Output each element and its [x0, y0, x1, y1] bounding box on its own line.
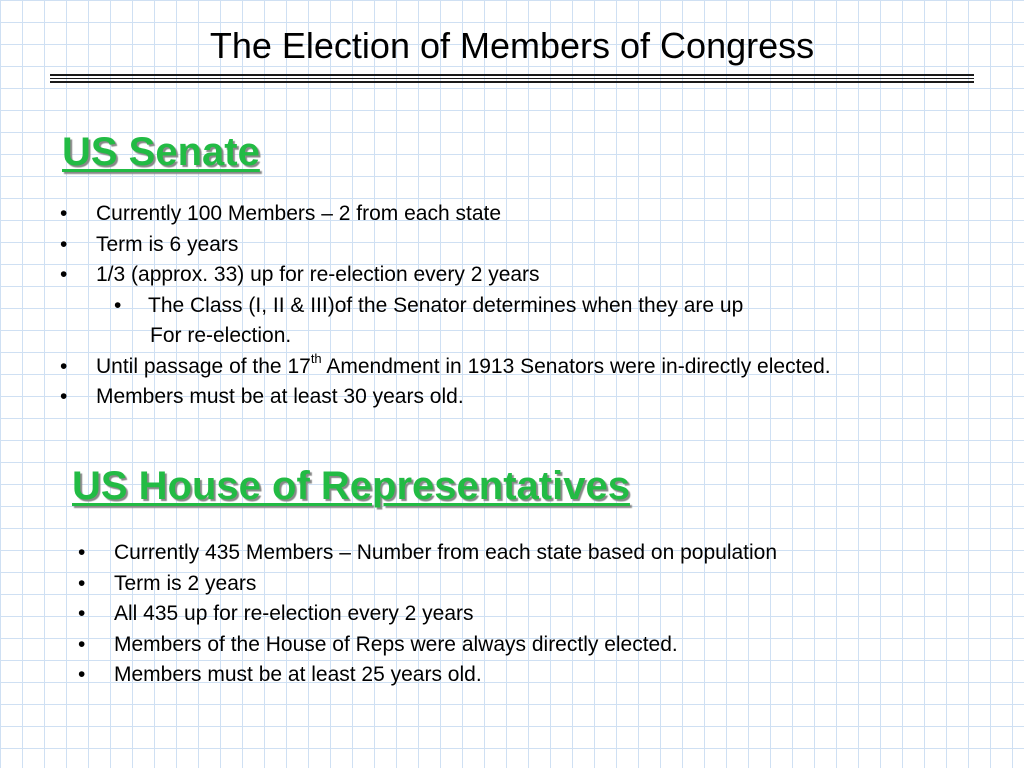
senate-bullet-list [60, 199, 831, 413]
list-item: • All 435 up for re-election every 2 years [78, 599, 777, 630]
title-divider [50, 74, 974, 83]
list-item: • Members must be at least 25 years old. [78, 660, 777, 691]
senate-heading: US Senate [62, 130, 260, 174]
sub-list-item: • The Class (I, II & III)of the Senator determines when they are up [60, 291, 831, 322]
ordinal-superscript: th [310, 350, 322, 366]
list-item: • 1/3 (approx. 33) up for re-election every 2 years [60, 260, 831, 291]
list-item: • Term is 2 years [78, 569, 777, 600]
list-item: • Term is 6 years [60, 230, 831, 261]
list-item: • Currently 435 Members – Number from each state based on population [78, 538, 777, 569]
house-bullet-list [78, 538, 777, 691]
amendment-text-after: Amendment in 1913 Senators were in-directly elected. [321, 354, 831, 378]
list-item: • Currently 100 Members – 2 from each state [60, 199, 831, 230]
sub-list-item-continuation: For re-election. [150, 324, 292, 347]
slide-title: The Election of Members of Congress [209, 25, 815, 66]
list-item: • Members must be at least 30 years old. [60, 382, 831, 413]
house-heading: US House of Representatives [72, 464, 630, 508]
list-item: • Members of the House of Reps were always directly elected. [78, 630, 777, 661]
amendment-text-before: Until passage of the 17 [96, 354, 311, 378]
list-item-amendment [60, 352, 831, 383]
